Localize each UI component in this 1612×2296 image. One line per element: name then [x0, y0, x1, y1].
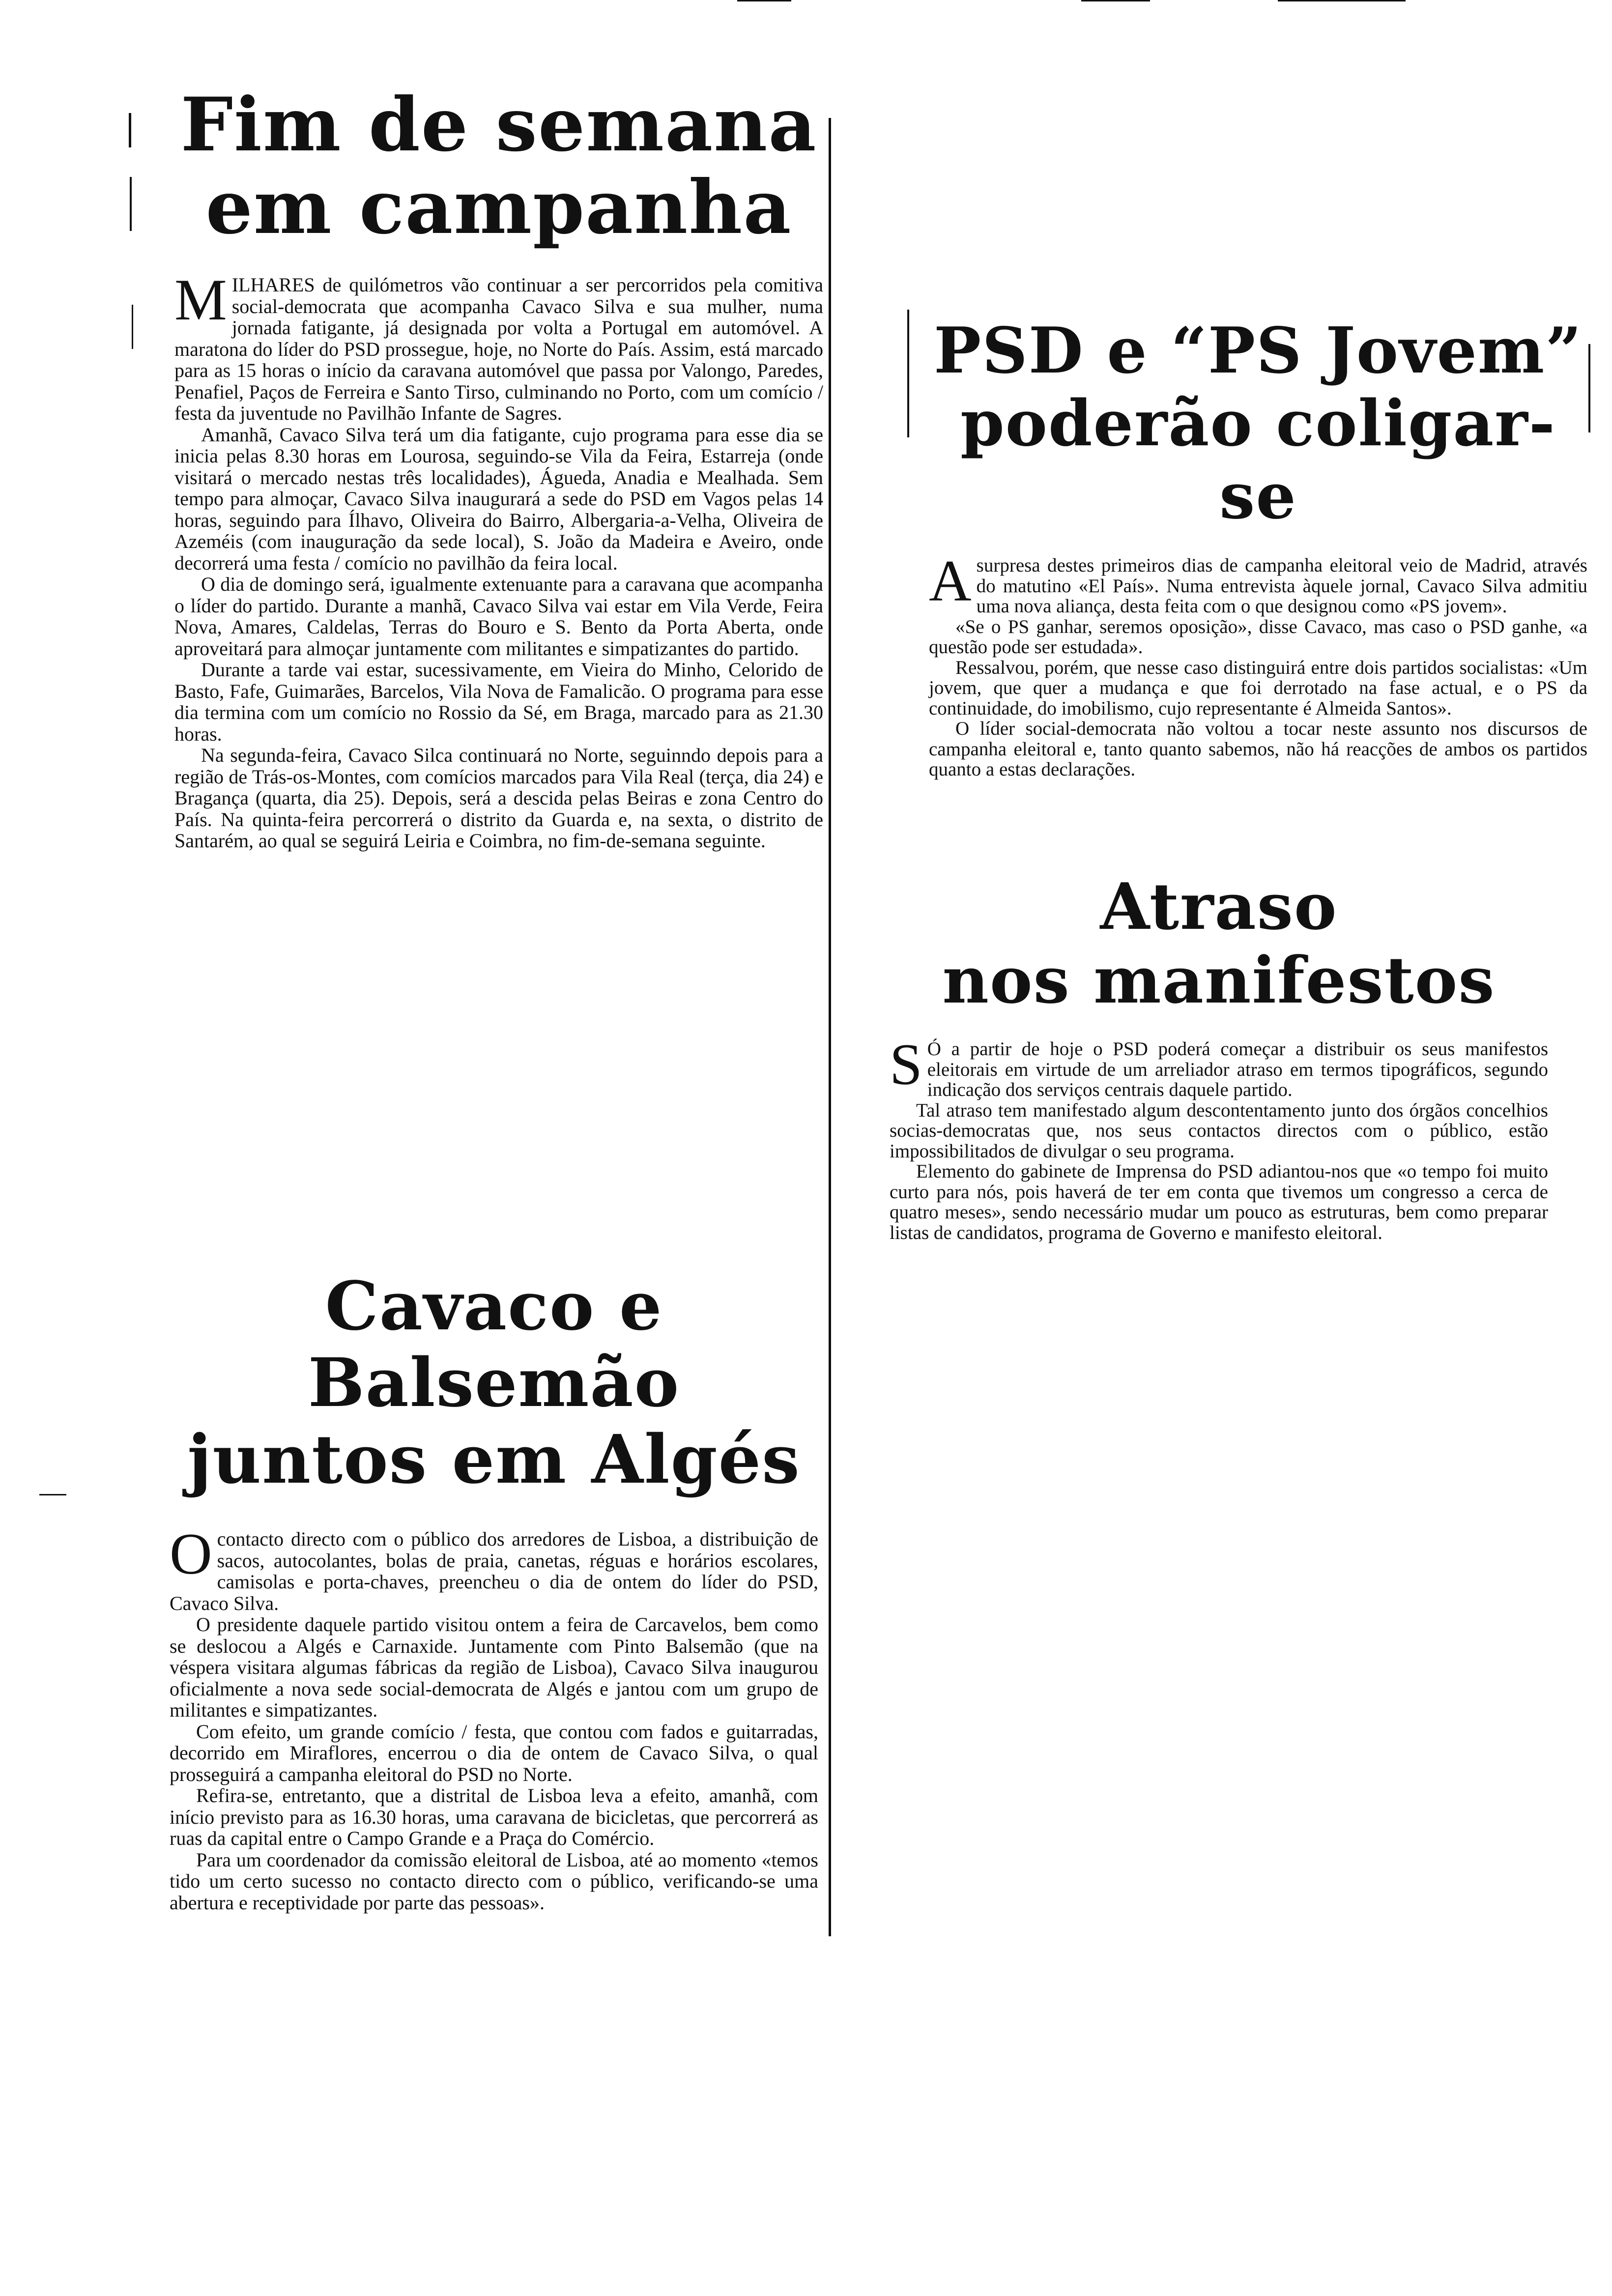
title-line-1: PSD e “PS Jovem” — [934, 314, 1583, 388]
article-paragraph: Ressalvou, porém, que nesse caso distinguirá entre dois partidos socialistas: «Um jovem, que quer a mudança e que foi derrotado na fase actual, e o PS da continuidade, do imobilismo, cujo representante é Almeida Santos». — [929, 657, 1587, 719]
article-title — [170, 1268, 818, 1498]
article-body — [174, 267, 823, 852]
article-paragraph: Com efeito, um grande comício / festa, que contou com fados e guitarradas, decorrido em Miraflores, encerrou o dia de ontem de Cavaco Silva, o qual prosseguirá a campanha eleitoral do PSD no Norte. — [170, 1720, 818, 1785]
drop-cap: M — [174, 267, 227, 332]
article-paragraph: MILHARES de quilómetros vão continuar a ser percorridos pela comitiva social-democrata que acompanha Cavaco Silva e sua mulher, numa jornada fatigante, já designada por volta a Portugal em automóvel. A maratona do líder do PSD prossegue, hoje, no Norte do País. Assim, está marcado para as 15 horas o início da caravana automóvel que passa por Valongo, Paredes, Penafiel, Paços de Ferreira e Santo Tirso, culminando no Porto, com um comício / festa da juventude no Pavilhão Infante de Sagres. — [174, 267, 823, 424]
article-paragraph: Tal atraso tem manifestado algum descontentamento junto dos órgãos concelhios socias-democratas que, nos seus contactos directos com o público, estão impossibilitados de divulgar o seu programa. — [890, 1099, 1548, 1162]
scan-edge-mark — [1278, 0, 1406, 1]
article-paragraph: O líder social-democrata não voltou a tocar neste assunto nos discursos de campanha eleitoral e, tanto quanto sabemos, não há reacções de ambos os partidos quanto a estas declarações. — [929, 718, 1587, 780]
article-paragraph: Na segunda-feira, Cavaco Silca continuará no Norte, seguinndo depois para a região de Trás-os-Montes, com comícios marcados para Vila Real (terça, dia 24) e Bragança (quarta, dia 25). Depois, será a descida pelas Beiras e zona Centro do País. Na quinta-feira percorrerá o distrito da Guarda e, na sexta, o distrito de Santarém, ao qual se seguirá Leiria e Coimbra, no fim-de-semana seguinte. — [174, 744, 823, 852]
column-rule — [829, 118, 831, 1936]
article-paragraph: Amanhã, Cavaco Silva terá um dia fatigante, cujo programa para esse dia se inicia pelas 8.30 horas em Lourosa, seguindo-se Vila da Feira, Estarreja (onde visitará o mercado nestas três localidades), Águeda, Anadia e Mealhada. Sem tempo para almoçar, Cavaco Silva inaugurará a sede do PSD em Vagos pelas 14 horas, seguindo para Ílhavo, Oliveira do Bairro, Albergaria-a-Velha, Oliveira de Azeméis (com inauguração da sede local), S. João da Madeira e Aveiro, onde decorrerá uma festa / comício no pavilhão da feira local. — [174, 423, 823, 574]
scan-edge-mark — [130, 177, 132, 231]
drop-cap: S — [890, 1032, 922, 1097]
title-line-2: juntos em Algés — [187, 1420, 801, 1499]
title-line-1: Atraso — [1100, 869, 1338, 944]
article-body — [170, 1521, 818, 1914]
article-fim-de-semana — [174, 84, 823, 852]
article-paragraph: Elemento do gabinete de Imprensa do PSD adiantou-nos que «o tempo foi muito curto para nós, pois haverá de ter em conta que tivemos um congresso a cerca de quatro meses», sendo necessário mudar um pouco as estruturas, bem como preparar listas de candidatos, programa de Governo e manifesto eleitoral. — [890, 1161, 1548, 1243]
column-rule — [1588, 344, 1590, 432]
article-paragraph: Asurpresa destes primeiros dias de campanha eleitoral veio de Madrid, através do matutino «El País». Numa entrevista àquele jornal, Cavaco Silva admitiu uma nova aliança, desta feita com o que designou como «PS jovem». — [929, 548, 1587, 617]
article-atraso — [890, 870, 1548, 1243]
article-title — [174, 84, 823, 249]
article-body — [929, 548, 1587, 780]
title-line-1: Fim de semana — [180, 82, 817, 168]
scan-edge-mark — [39, 1494, 66, 1495]
article-paragraph: O dia de domingo será, igualmente extenuante para a caravana que acompanha o líder do partido. Durante a manhã, Cavaco Silva vai estar em Vila Verde, Feira Nova, Amares, Caldelas, Terras do Bouro e S. Bento da Porta Aberta, onde aproveitará para almoçar juntamente com militantes e simpatizantes do partido. — [174, 573, 823, 660]
title-line-1: Cavaco e Balsemão — [308, 1267, 680, 1422]
scan-edge-mark — [1081, 0, 1150, 1]
article-cavaco-balsemao — [170, 1268, 818, 1913]
article-psd-ps-jovem — [929, 315, 1587, 780]
article-title — [890, 870, 1548, 1017]
article-paragraph: «Se o PS ganhar, seremos oposição», disse Cavaco, mas caso o PSD ganhe, «a questão pode ser estudada». — [929, 616, 1587, 658]
title-line-2: em campanha — [205, 164, 792, 251]
scan-edge-mark — [132, 305, 133, 349]
article-title — [929, 315, 1587, 533]
title-line-2: nos manifestos — [942, 943, 1496, 1018]
drop-cap: A — [929, 548, 972, 613]
article-paragraph: Para um coordenador da comissão eleitoral de Lisboa, até ao momento «temos tido um certo sucesso no contacto directo com o público, verificando-se uma abertura e receptividade por parte das pessoas». — [170, 1848, 818, 1914]
article-body — [890, 1032, 1548, 1243]
drop-cap: O — [170, 1521, 212, 1586]
article-paragraph: Refira-se, entretanto, que a distrital de Lisboa leva a efeito, amanhã, com início previsto para as 16.30 horas, uma caravana de bicicletas, que percorrerá as ruas da capital entre o Campo Grande e a Praça do Comércio. — [170, 1784, 818, 1849]
scan-edge-mark — [129, 113, 131, 147]
scan-edge-mark — [737, 0, 791, 1]
article-paragraph: Durante a tarde vai estar, sucessivamente, em Vieira do Minho, Celorido de Basto, Fafe, Guimarães, Barcelos, Vila Nova de Famalicão. O programa para esse dia termina com um comício no Rossio da Sé, em Braga, marcado para as 21.30 horas. — [174, 659, 823, 745]
article-paragraph: O presidente daquele partido visitou ontem a feira de Carcavelos, bem como se deslocou a Algés e Carnaxide. Juntamente com Pinto Balsemão (que na véspera visitara algumas fábricas da região de Lisboa), Cavaco Silva inaugurou oficialmente a nova sede social-democrata de Algés e jantou com um grupo de militantes e simpatizantes. — [170, 1613, 818, 1721]
column-rule — [907, 310, 909, 437]
article-paragraph: Ocontacto directo com o público dos arredores de Lisboa, a distribuição de sacos, autocolantes, bolas de praia, canetas, réguas e horários escolares, camisolas e porta-chaves, preencheu o dia de ontem do líder do PSD, Cavaco Silva. — [170, 1521, 818, 1614]
title-line-2: poderão coligar-se — [960, 387, 1556, 533]
article-paragraph: S Ó a partir de hoje o PSD poderá começar a distribuir os seus manifestos eleitorais em virtude de um arreliador atraso em termos tipográficos, segundo indicação dos serviços centrais daquele partido. — [890, 1032, 1548, 1100]
